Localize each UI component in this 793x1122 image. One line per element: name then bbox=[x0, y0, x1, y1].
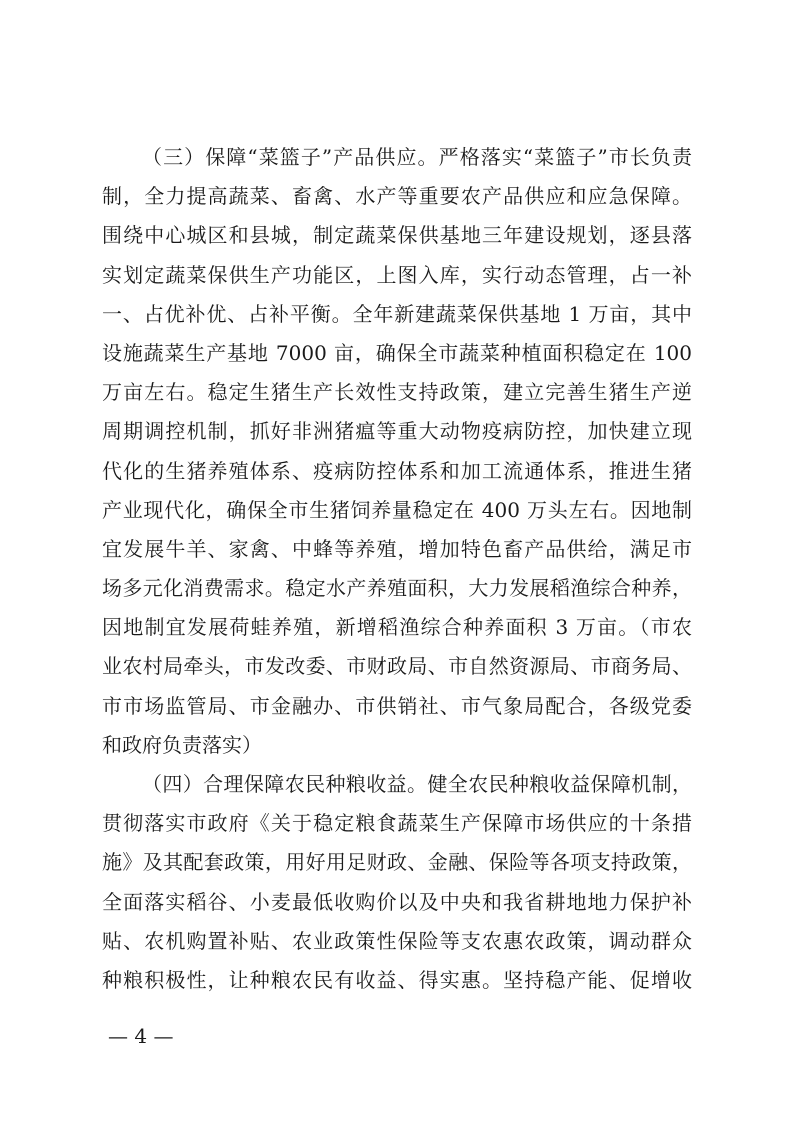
text-line: 围绕中心城区和县城，制定蔬菜保供基地三年建设规划，逐县落 bbox=[102, 223, 692, 248]
text-line: 贴、农机购置补贴、农业政策性保险等支农惠农政策，调动群众 bbox=[102, 928, 692, 953]
text-line: 和政府负责落实） bbox=[102, 732, 262, 757]
text-line: 贯彻落实市政府《关于稳定粮食蔬菜生产保障市场供应的十条措 bbox=[102, 811, 692, 836]
text-line: 周期调控机制，抓好非洲猪瘟等重大动物疫病防控，加快建立现 bbox=[102, 419, 692, 444]
text-line: 业农村局牵头，市发改委、市财政局、市自然资源局、市商务局、 bbox=[102, 654, 692, 679]
text-line: 实划定蔬菜保供生产功能区，上图入库，实行动态管理，占一补 bbox=[102, 262, 692, 287]
text-line: 制，全力提高蔬菜、畜禽、水产等重要农产品供应和应急保障。 bbox=[102, 184, 692, 209]
text-line: 产业现代化，确保全市生猪饲养量稳定在 400 万头左右。因地制 bbox=[102, 497, 692, 522]
page-number: — 4 — bbox=[108, 1024, 174, 1048]
text-line: 场多元化消费需求。稳定水产养殖面积，大力发展稻渔综合种养， bbox=[102, 576, 692, 601]
text-line: 宜发展牛羊、家禽、中蜂等养殖，增加特色畜产品供给，满足市 bbox=[102, 536, 692, 561]
text-line: 种粮积极性，让种粮农民有收益、得实惠。坚持稳产能、促增收 bbox=[102, 967, 692, 992]
text-line: 市市场监管局、市金融办、市供销社、市气象局配合，各级党委 bbox=[102, 693, 692, 718]
text-line: 全面落实稻谷、小麦最低收购价以及中央和我省耕地地力保护补 bbox=[102, 889, 692, 914]
text-line: 万亩左右。稳定生猪生产长效性支持政策，建立完善生猪生产逆 bbox=[102, 380, 692, 405]
body-text bbox=[102, 138, 692, 1000]
paragraph-heading-4: （四）合理保障农民种粮收益。健全农民种粮收益保障机制， bbox=[142, 772, 692, 796]
text-line: 施》及其配套政策，用好用足财政、金融、保险等各项支持政策， bbox=[102, 850, 692, 875]
text-line: 代化的生猪养殖体系、疫病防控体系和加工流通体系，推进生猪 bbox=[102, 458, 692, 483]
paragraph-heading-3: （三）保障“菜篮子”产品供应。严格落实“菜篮子”市长负责 bbox=[142, 145, 692, 169]
text-line: 一、占优补优、占补平衡。全年新建蔬菜保供基地 1 万亩，其中 bbox=[102, 301, 692, 326]
text-line: 设施蔬菜生产基地 7000 亩，确保全市蔬菜种植面积稳定在 100 bbox=[102, 340, 692, 365]
text-line: 因地制宜发展荷蛙养殖，新增稻渔综合种养面积 3 万亩。（市农 bbox=[102, 615, 692, 640]
